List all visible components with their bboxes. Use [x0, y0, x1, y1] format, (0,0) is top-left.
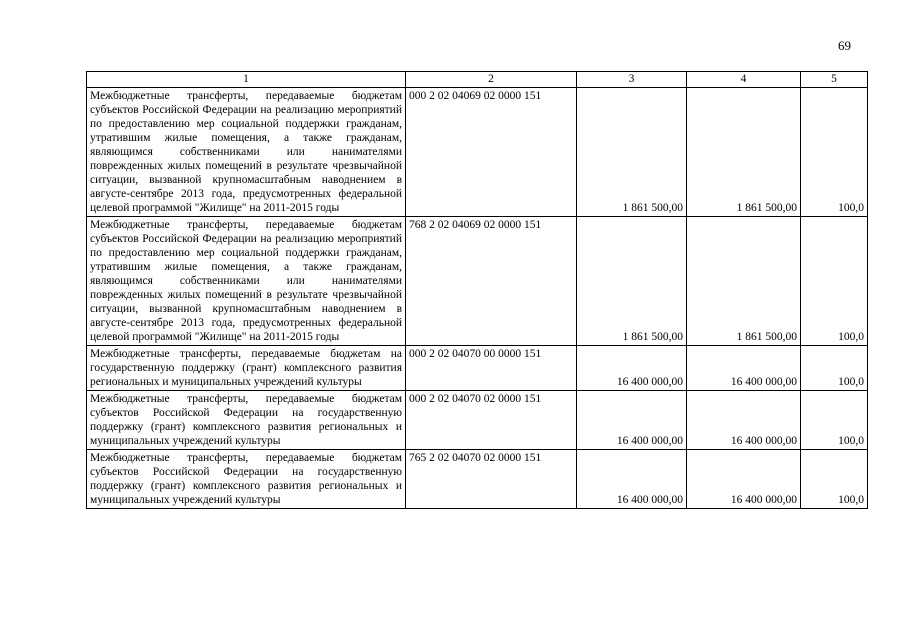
row-col4-value: 16 400 000,00: [687, 346, 801, 391]
row-col4-value: 16 400 000,00: [687, 450, 801, 509]
row-col5-value: 100,0: [801, 391, 868, 450]
table-row: [87, 450, 868, 509]
row-code: 000 2 02 04069 02 0000 151: [406, 88, 577, 217]
row-code: 000 2 02 04070 02 0000 151: [406, 391, 577, 450]
row-code: 000 2 02 04070 00 0000 151: [406, 346, 577, 391]
page-number: 69: [838, 38, 851, 53]
budget-table: [86, 71, 868, 509]
table-row: [87, 391, 868, 450]
column-header-1: 1: [87, 72, 406, 88]
row-col3-value: 1 861 500,00: [577, 88, 687, 217]
table-row: [87, 88, 868, 217]
row-col3-value: 16 400 000,00: [577, 346, 687, 391]
column-header-5: 5: [801, 72, 868, 88]
row-description: Межбюджетные трансферты, передаваемые бюджетам субъектов Российской Федерации на государственную поддержку (грант) комплексного развития региональных и муниципальных учреждений культуры: [87, 391, 406, 450]
row-code: 765 2 02 04070 02 0000 151: [406, 450, 577, 509]
row-col5-value: 100,0: [801, 88, 868, 217]
table-row: [87, 217, 868, 346]
row-col5-value: 100,0: [801, 346, 868, 391]
table-header-row: [87, 72, 868, 88]
row-description: Межбюджетные трансферты, передаваемые бюджетам на государственную поддержку (грант) комплексного развития региональных и муниципальных учреждений культуры: [87, 346, 406, 391]
row-col4-value: 1 861 500,00: [687, 217, 801, 346]
column-header-3: 3: [577, 72, 687, 88]
table-row: [87, 346, 868, 391]
row-description: Межбюджетные трансферты, передаваемые бюджетам субъектов Российской Федерации на государственную поддержку (грант) комплексного развития региональных и муниципальных учреждений культуры: [87, 450, 406, 509]
row-col5-value: 100,0: [801, 450, 868, 509]
row-col3-value: 16 400 000,00: [577, 391, 687, 450]
row-col3-value: 16 400 000,00: [577, 450, 687, 509]
row-description: Межбюджетные трансферты, передаваемые бюджетам субъектов Российской Федерации на реализацию мероприятий по предоставлению мер социальной поддержки гражданам, утратившим жилые помещения, а также гражданам, являющимся собственниками или нанимателями поврежденных жилых помещений в результате чрезвычайной ситуации, вызванной крупномасштабным наводнением в августе-сентябре 2013 года, предусмотренных федеральной целевой программой "Жилище" на 2011-2015 годы: [87, 88, 406, 217]
column-header-2: 2: [406, 72, 577, 88]
row-col5-value: 100,0: [801, 217, 868, 346]
row-col3-value: 1 861 500,00: [577, 217, 687, 346]
row-col4-value: 16 400 000,00: [687, 391, 801, 450]
row-description: Межбюджетные трансферты, передаваемые бюджетам субъектов Российской Федерации на реализацию мероприятий по предоставлению мер социальной поддержки гражданам, утратившим жилые помещения, а также гражданам, являющимся собственниками или нанимателями поврежденных жилых помещений в результате чрезвычайной ситуации, вызванной крупномасштабным наводнением в августе-сентябре 2013 года, предусмотренных федеральной целевой программой "Жилище" на 2011-2015 годы: [87, 217, 406, 346]
row-col4-value: 1 861 500,00: [687, 88, 801, 217]
column-header-4: 4: [687, 72, 801, 88]
row-code: 768 2 02 04069 02 0000 151: [406, 217, 577, 346]
